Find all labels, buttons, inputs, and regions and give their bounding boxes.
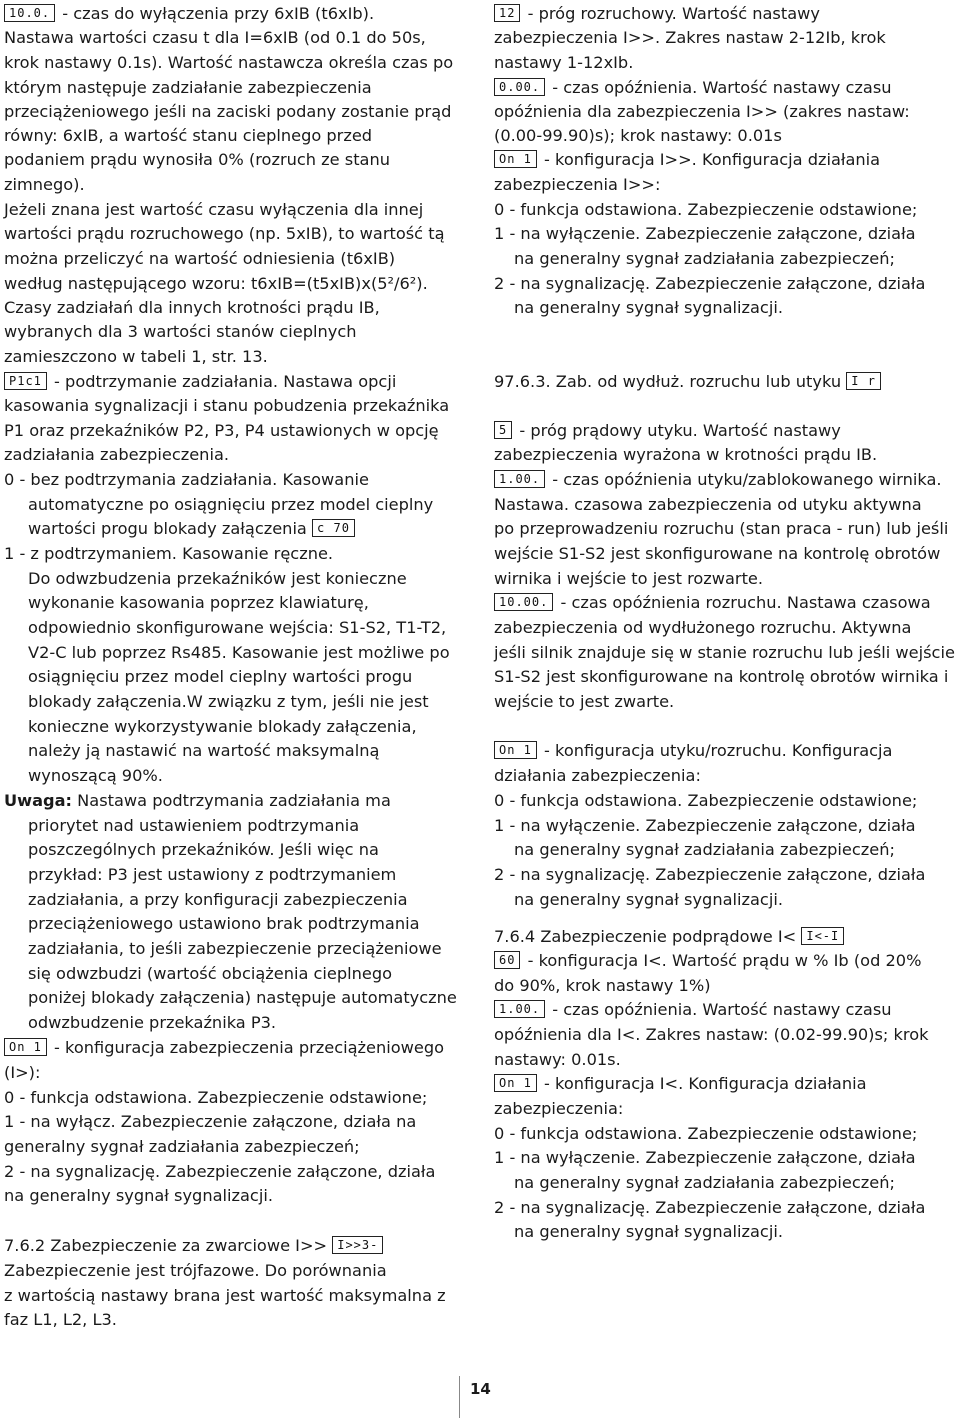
left-text-line (28, 888, 408, 912)
left-text-line (28, 838, 379, 862)
left-text-line (28, 493, 433, 517)
line-text: zabezpieczenia: (494, 1099, 624, 1118)
line-text: zimnego). (4, 175, 85, 194)
right-text-line (494, 616, 911, 640)
right-text-line (494, 272, 925, 296)
left-text-line (28, 665, 412, 689)
line-text: 1 - na wyłączenie. Zabezpieczenie załączone, działa (494, 1148, 916, 1167)
line-text: można przeliczyć na wartość odniesienia (t6xIB) (4, 249, 396, 268)
line-text: Zabezpieczenie jest trójfazowe. Do porównania (4, 1261, 387, 1280)
left-text-line (4, 1184, 273, 1208)
line-text: 2 - na sygnalizację. Zabezpieczenie załączone, działa (494, 865, 926, 884)
left-text-line (4, 320, 357, 344)
line-text: podaniem prądu wynosiła 0% (rozruch ze stanu (4, 150, 390, 169)
line-text: zadziałania, a przy konfiguracji zabezpieczenia (28, 890, 408, 909)
left-text-line (4, 394, 449, 418)
left-text-line (28, 814, 359, 838)
line-text: (0.00-99.90)s); krok nastawy: 0.01s (494, 126, 782, 145)
bold-label: Uwaga: (4, 791, 73, 810)
line-text: wejście to jest zwarte. (494, 692, 675, 711)
left-text-line (4, 222, 445, 246)
right-text-line (494, 517, 948, 541)
right-text-line (494, 443, 877, 467)
right-text-line (494, 26, 886, 50)
line-text: - czas opóźnienia utyku/zablokowanego wirnika. (547, 470, 942, 489)
left-text-line (4, 370, 396, 394)
line-text: zadziałania zabezpieczenia. (4, 445, 230, 464)
page-number: 14 (470, 1380, 491, 1398)
left-text-line (4, 148, 390, 172)
lcd-display-icon: c 70 (312, 519, 355, 537)
left-text-line (28, 517, 357, 541)
line-text: nastawy: 0.01s. (494, 1050, 621, 1069)
right-text-line (514, 888, 783, 912)
line-text: priorytet nad ustawieniem podtrzymania (28, 816, 360, 835)
line-text: na generalny sygnał sygnalizacji. (514, 890, 783, 909)
left-text-line (4, 1086, 427, 1110)
line-text: Czasy zadziałań dla innych krotności prądu IB, (4, 298, 380, 317)
right-text-line (494, 468, 942, 492)
right-text-line (494, 814, 916, 838)
line-text: przykład: P3 jest ustawiony z podtrzymaniem (28, 865, 397, 884)
line-text: przeciążeniowego ustawiono brak podtrzymania (28, 914, 420, 933)
right-text-line (494, 974, 711, 998)
right-text-line (494, 789, 917, 813)
line-text: faz L1, L2, L3. (4, 1310, 117, 1329)
right-text-line (514, 1171, 895, 1195)
line-text: na generalny sygnał zadziałania zabezpieczeń; (514, 249, 895, 268)
line-text: 1 - na wyłączenie. Zabezpieczenie załączone, działa (494, 224, 916, 243)
line-text: - konfiguracja I<. Wartość prądu w % Ib (od 20% (522, 951, 922, 970)
lcd-display-icon: 1.00. (494, 1000, 545, 1018)
left-text-line (28, 641, 450, 665)
lcd-display-icon: 1.00. (494, 470, 545, 488)
line-text: którym następuje zadziałanie zabezpieczenia (4, 78, 372, 97)
right-text-line (494, 949, 921, 973)
right-text-line (494, 198, 917, 222)
right-text-line (514, 296, 783, 320)
line-text: jeśli silnik znajduje się w stanie rozruchu lub jeśli wejście (494, 643, 955, 662)
lcd-display-icon: 0.00. (494, 78, 545, 96)
right-text-line (514, 838, 895, 862)
line-text: odwzbudzenie przekaźnika P3. (28, 1013, 277, 1032)
right-text-line (494, 567, 763, 591)
line-text: opóźnienia dla I<. Zakres nastaw: (0.02-99.90)s; krok (494, 1025, 929, 1044)
right-text-line (494, 76, 892, 100)
left-text-line (4, 1259, 387, 1283)
line-text: równy: 6xIB, a wartość stanu cieplnego przed (4, 126, 373, 145)
left-text-line (28, 1011, 276, 1035)
line-text: automatyczne po osiągnięciu przez model cieplny (28, 495, 434, 514)
line-text: - konfiguracja utyku/rozruchu. Konfiguracja (538, 741, 893, 760)
right-text-line (494, 739, 892, 763)
lcd-display-icon: 10.00. (494, 593, 553, 611)
line-text: na generalny sygnał sygnalizacji. (514, 298, 783, 317)
left-text-line (28, 764, 163, 788)
line-text: zabezpieczenia wyrażona w krotności prądu IB. (494, 445, 878, 464)
line-text: 1 - na wyłącz. Zabezpieczenie załączone, działa na (4, 1112, 417, 1131)
left-text-line (4, 1110, 416, 1134)
line-text: wartości progu blokady załączenia (28, 519, 313, 538)
left-text-line (4, 419, 439, 443)
right-text-line (494, 370, 883, 394)
right-text-line (494, 998, 892, 1022)
left-text-line (4, 1061, 40, 1085)
left-text-line (4, 443, 229, 467)
line-text: nastawy 1-12xIb. (494, 53, 634, 72)
left-text-line (4, 468, 369, 492)
line-text: opóźnienia dla zabezpieczenia I>> (zakres nastaw: (494, 102, 910, 121)
line-text: do 90%, krok nastawy 1%) (494, 976, 711, 995)
left-text-line (4, 1234, 385, 1258)
left-text-line (4, 296, 380, 320)
left-text-line (4, 1308, 117, 1332)
right-text-line (494, 100, 910, 124)
line-text: 0 - funkcja odstawiona. Zabezpieczenie odstawione; (494, 791, 918, 810)
line-text: wynoszącą 90%. (28, 766, 163, 785)
left-text-line (28, 715, 417, 739)
line-text: odpowiednio skonfigurowane wejścia: S1-S2, T1-T2, (28, 618, 447, 637)
line-text: - próg rozruchowy. Wartość nastawy (522, 4, 820, 23)
line-text: wartości prądu rozruchowego (np. 5xIB), to wartość tą (4, 224, 445, 243)
line-text: 0 - funkcja odstawiona. Zabezpieczenie odstawione; (4, 1088, 428, 1107)
line-text: Jeżeli znana jest wartość czasu wyłączenia dla innej (4, 200, 424, 219)
line-text: przeciążeniowego jeśli na zaciski podany zostanie prąd (4, 102, 452, 121)
line-text: na generalny sygnał zadziałania zabezpieczeń; (514, 1173, 895, 1192)
left-text-line (28, 986, 457, 1010)
line-text: 97.6.3. Zab. od wydłuż. rozruchu lub utyku (494, 372, 847, 391)
line-text: 7.6.2 Zabezpieczenie za zwarciowe I>> (4, 1236, 333, 1255)
line-text: zamieszczono w tabeli 1, str. 13. (4, 347, 268, 366)
left-text-line (28, 962, 392, 986)
line-text: Nastawa wartości czasu t dla I=6xIB (od 0.1 do 50s, (4, 28, 426, 47)
line-text: V2-C lub poprzez Rs485. Kasowanie jest możliwe po (28, 643, 450, 662)
line-text: 1 - na wyłączenie. Zabezpieczenie załączone, działa (494, 816, 916, 835)
left-text-line (28, 912, 420, 936)
left-text-line (28, 567, 407, 591)
line-text: 0 - funkcja odstawiona. Zabezpieczenie odstawione; (494, 1124, 918, 1143)
line-text: blokady załączenia.W związku z tym, jeśli nie jest (28, 692, 429, 711)
left-text-line (4, 173, 85, 197)
left-text-line (4, 26, 426, 50)
line-text: na generalny sygnał zadziałania zabezpieczeń; (514, 840, 895, 859)
line-text: - czas opóźnienia. Wartość nastawy czasu (547, 1000, 892, 1019)
right-text-line (494, 493, 922, 517)
line-text: - konfiguracja I<. Konfiguracja działania (538, 1074, 867, 1093)
lcd-display-icon: 5 (494, 421, 512, 439)
line-text: P1 oraz przekaźników P2, P3, P4 ustawionych w opcję (4, 421, 439, 440)
line-text: kasowania sygnalizacji i stanu pobudzenia przekaźnika (4, 396, 450, 415)
line-text: krok nastawy 0.1s). Wartość nastawcza określa czas po (4, 53, 454, 72)
left-text-line (4, 76, 372, 100)
right-text-line (494, 1023, 928, 1047)
line-text: - konfiguracja I>>. Konfiguracja działania (538, 150, 881, 169)
line-text: - konfiguracja zabezpieczenia przeciążeniowego (48, 1038, 445, 1057)
lcd-display-icon: 60 (494, 951, 520, 969)
lcd-display-icon: On 1 (494, 1074, 537, 1092)
right-text-line (494, 665, 948, 689)
line-text: z wartością nastawy brana jest wartość maksymalna z (4, 1286, 446, 1305)
right-text-line (494, 1146, 916, 1170)
lcd-display-icon: On 1 (4, 1038, 47, 1056)
lcd-display-icon: P1c1 (4, 372, 47, 390)
left-text-line (4, 272, 428, 296)
right-text-line (494, 2, 820, 26)
left-text-line (4, 124, 372, 148)
right-text-line (494, 148, 880, 172)
right-text-line (494, 764, 701, 788)
right-text-line (494, 124, 782, 148)
line-text: - czas do wyłączenia przy 6xIB (t6xIb). (57, 4, 375, 23)
line-text: poniżej blokady załączenia) następuje automatyczne (28, 988, 457, 1007)
left-text-line (28, 591, 369, 615)
line-text: S1-S2 jest skonfigurowane na kontrolę obrotów wirnika i (494, 667, 949, 686)
left-text-line (28, 690, 429, 714)
line-text: na generalny sygnał sygnalizacji. (4, 1186, 273, 1205)
right-text-line (494, 222, 916, 246)
lcd-display-icon: I<-I (801, 927, 844, 945)
left-text-line (4, 51, 453, 75)
line-text: zabezpieczenia od wydłużonego rozruchu. Aktywna (494, 618, 912, 637)
line-text: na generalny sygnał sygnalizacji. (514, 1222, 783, 1241)
left-text-line (28, 863, 396, 887)
right-text-line (494, 419, 841, 443)
right-text-line (514, 1220, 783, 1244)
line-text: wejście S1-S2 jest skonfigurowane na kontrolę obrotów (494, 544, 941, 563)
left-text-line (4, 100, 451, 124)
line-text: działania zabezpieczenia: (494, 766, 701, 785)
right-text-line (494, 542, 940, 566)
line-text: generalny sygnał zadziałania zabezpieczeń; (4, 1137, 360, 1156)
line-text: 2 - na sygnalizację. Zabezpieczenie załączone, działa (494, 1198, 926, 1217)
line-text: należy ją nastawić na wartość maksymalną (28, 741, 380, 760)
line-text: 1 - z podtrzymaniem. Kasowanie ręczne. (4, 544, 334, 563)
lcd-display-icon: I r (846, 372, 881, 390)
lcd-display-icon: 12 (494, 4, 520, 22)
line-text: konieczne wykorzystywanie blokady załączenia, (28, 717, 417, 736)
right-text-line (494, 863, 925, 887)
lcd-display-icon: On 1 (494, 741, 537, 759)
line-text: wybranych dla 3 wartości stanów cieplnych (4, 322, 357, 341)
line-text: wykonanie kasowania poprzez klawiaturę, (28, 593, 369, 612)
left-text-line (4, 1160, 435, 1184)
line-text: się odwzbudzi (wartość obciążenia cieplnego (28, 964, 393, 983)
right-text-line (494, 925, 846, 949)
right-text-line (494, 641, 955, 665)
line-text: 0 - bez podtrzymania zadziałania. Kasowanie (4, 470, 369, 489)
line-text: 2 - na sygnalizację. Zabezpieczenie załączone, działa (494, 274, 926, 293)
line-text: 0 - funkcja odstawiona. Zabezpieczenie odstawione; (494, 200, 918, 219)
line-text: Nastawa podtrzymania zadziałania ma (72, 791, 391, 810)
lcd-display-icon: 10.0. (4, 4, 55, 22)
left-text-line (4, 1036, 444, 1060)
left-text-line (4, 542, 333, 566)
lcd-display-icon: On 1 (494, 150, 537, 168)
line-text: zadziałania, to jeśli zabezpieczenie przeciążeniowe (28, 939, 442, 958)
line-text: - czas opóźnienia. Wartość nastawy czasu (547, 78, 892, 97)
line-text: Nastawa. czasowa zabezpieczenia od utyku aktywna (494, 495, 922, 514)
right-text-line (494, 1196, 925, 1220)
left-text-line (28, 616, 446, 640)
line-text: - czas opóźnienia rozruchu. Nastawa czasowa (555, 593, 931, 612)
left-text-line (4, 789, 391, 813)
footer-divider (459, 1376, 460, 1418)
line-text: poszczególnych przekaźników. Jeśli więc na (28, 840, 379, 859)
line-text: Do odwzbudzenia przekaźników jest konieczne (28, 569, 407, 588)
right-text-line (494, 1097, 623, 1121)
right-text-line (494, 51, 633, 75)
line-text: 2 - na sygnalizację. Zabezpieczenie załączone, działa (4, 1162, 436, 1181)
right-text-line (494, 1072, 867, 1096)
right-text-line (494, 690, 674, 714)
right-text-line (494, 591, 931, 615)
left-text-line (4, 247, 395, 271)
left-text-line (4, 345, 268, 369)
left-text-line (4, 1135, 360, 1159)
lcd-display-icon: I>>3- (332, 1236, 383, 1254)
right-text-line (514, 247, 895, 271)
line-text: według następującego wzoru: t6xIB=(t5xIB)x(5²/6²). (4, 274, 428, 293)
left-text-line (4, 1284, 446, 1308)
line-text: wirnika i wejście to jest rozwarte. (494, 569, 764, 588)
line-text: (I>): (4, 1063, 41, 1082)
right-text-line (494, 1122, 917, 1146)
line-text: osiągnięciu przez model cieplny wartości progu (28, 667, 413, 686)
left-text-line (4, 2, 374, 26)
left-text-line (4, 198, 423, 222)
left-text-line (28, 937, 442, 961)
line-text: zabezpieczenia I>>: (494, 175, 661, 194)
line-text: - próg prądowy utyku. Wartość nastawy (514, 421, 841, 440)
line-text: - podtrzymanie zadziałania. Nastawa opcji (48, 372, 397, 391)
line-text: po przeprowadzeniu rozruchu (stan praca - run) lub jeśli (494, 519, 949, 538)
left-text-line (28, 739, 379, 763)
line-text: 7.6.4 Zabezpieczenie podprądowe I< (494, 927, 802, 946)
right-text-line (494, 173, 660, 197)
right-text-line (494, 1048, 621, 1072)
line-text: zabezpieczenia I>>. Zakres nastaw 2-12Ib, krok (494, 28, 886, 47)
